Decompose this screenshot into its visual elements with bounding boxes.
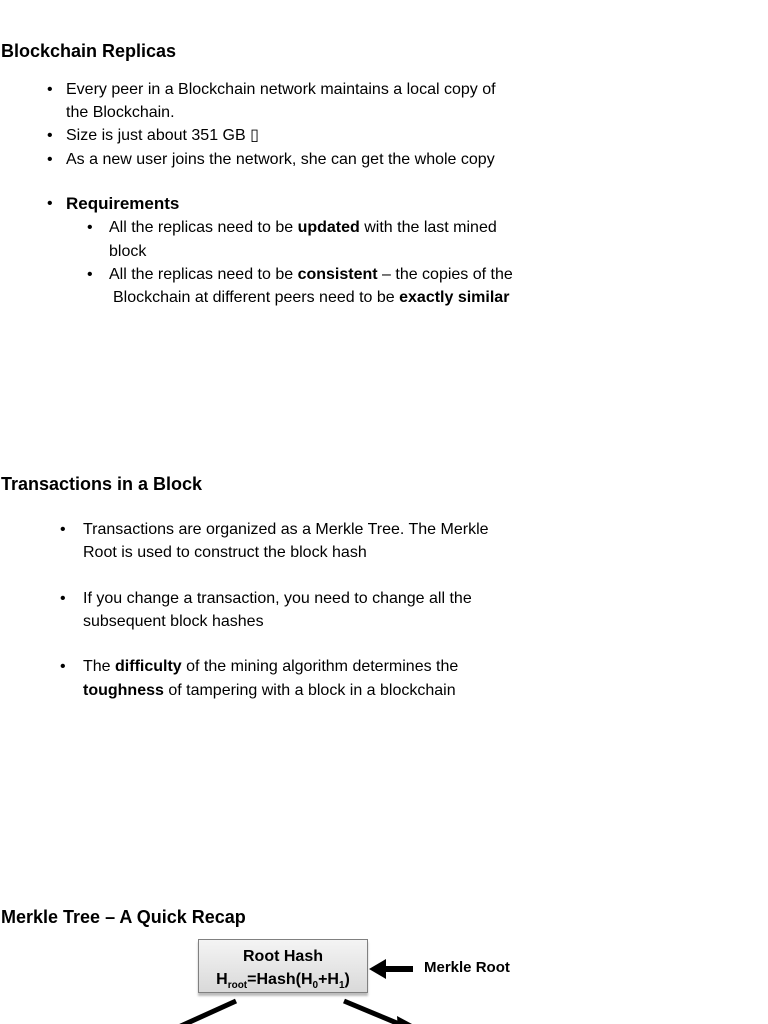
slide-title: Merkle Tree – A Quick Recap xyxy=(1,907,246,927)
slide-title: Blockchain Replicas xyxy=(1,41,177,61)
bullet-text: The difficulty of the mining algorithm determines the xyxy=(83,658,459,675)
bullet-dot: • xyxy=(47,127,53,144)
bullet-text: Transactions are organized as a Merkle Tree. The Merkle xyxy=(83,521,489,538)
bullet-text-cont: the Blockchain. xyxy=(66,104,175,121)
bullet-dot: • xyxy=(47,151,53,168)
tree-edge-right-arrowhead xyxy=(397,1016,412,1024)
bullet-text: If you change a transaction, you need to change all the xyxy=(83,590,472,607)
bullet-dot: • xyxy=(60,521,66,538)
root-hash-formula: $H_{root}=Hash(H_0+H_1)$ xyxy=(216,971,350,992)
sub-bullet-text: All the replicas need to be consistent – the copies of the xyxy=(109,266,513,283)
bullet-text-cont: Root is used to construct the block hash xyxy=(83,544,367,561)
bullet-text-cont: toughness of tampering with a block in a blockchain xyxy=(83,682,456,699)
tree-edge-left xyxy=(172,1001,236,1024)
slide-title: Transactions in a Block xyxy=(1,474,203,494)
sub-bullet-dot: • xyxy=(87,219,93,236)
sub-bullet-text-cont: Blockchain at different peers need to be exactly similar xyxy=(113,289,510,306)
bullet-text-cont: subsequent block hashes xyxy=(83,613,264,630)
sub-bullet-dot: • xyxy=(87,266,93,283)
bullet-dot: • xyxy=(60,658,66,675)
merkle-root-arrow xyxy=(369,959,413,979)
bullet-dot: • xyxy=(60,590,66,607)
root-hash-title: Root Hash xyxy=(243,948,323,965)
sub-bullet-text-cont: block xyxy=(109,243,147,260)
bullet-text: As a new user joins the network, she can get the whole copy xyxy=(66,151,495,168)
bullet-dot: • xyxy=(47,81,53,98)
tree-edge-right xyxy=(344,1001,404,1024)
merkle-root-label: Merkle Root xyxy=(424,959,510,976)
bullet-text: Every peer in a Blockchain network maintains a local copy of xyxy=(66,81,496,98)
bullet-dot: • xyxy=(47,195,53,212)
bullet-text: Size is just about 351 GB ▯ xyxy=(66,127,259,144)
sub-bullet-text: All the replicas need to be updated with the last mined xyxy=(109,219,497,236)
requirements-heading: Requirements xyxy=(66,194,180,213)
